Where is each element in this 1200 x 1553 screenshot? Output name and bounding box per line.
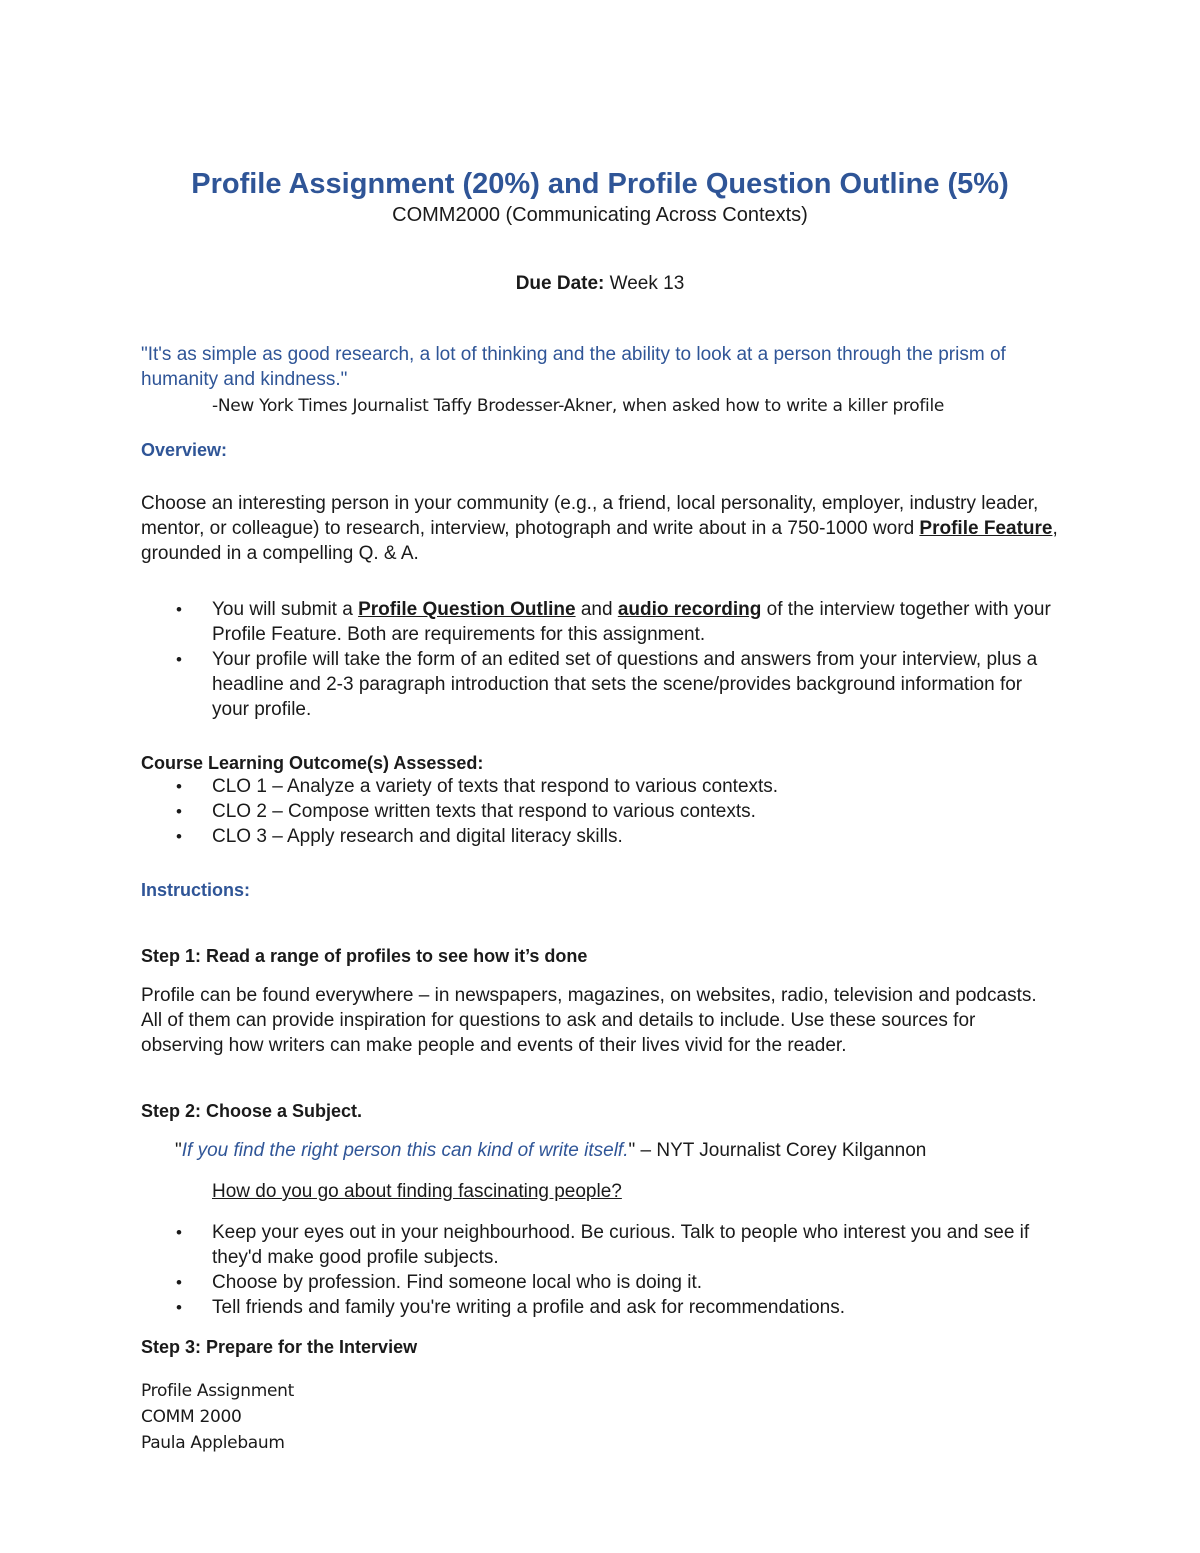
list-item [141,799,1061,824]
bullet-icon: • [176,827,182,846]
overview-heading: Overview: [141,440,228,460]
list-item [141,774,1061,799]
bullet-text: and [575,599,618,620]
quote-mark: " [175,1140,182,1161]
overview-bullets [141,597,1061,722]
bullet-icon: • [176,1223,182,1242]
step2-heading: Step 2: Choose a Subject. [141,1101,363,1121]
list-item [141,1295,1061,1320]
bullet-text: You will submit a [212,599,359,620]
bullet-icon: • [176,650,182,669]
clo-list [141,774,1061,849]
opening-quote: "It's as simple as good research, a lot of thinking and the ability to look at a person through the prism of humanity and kindness." [141,344,1006,390]
bullet-text: Choose by profession. Find someone local who is doing it. [212,1272,703,1293]
step1-paragraph: Profile can be found everywhere – in newspapers, magazines, on websites, radio, television and podcasts. All of them can provide inspiration for questions to ask and details to include. Use these sources for observing how writers can make people and events of their lives vivid for the reader. [141,985,1037,1056]
step2-bullets [141,1220,1061,1320]
bullet-icon: • [176,777,182,796]
course-subtitle: COMM2000 (Communicating Across Contexts) [392,204,808,226]
instructions-heading: Instructions: [141,880,251,900]
bullet-icon: • [176,1298,182,1317]
step2-quote [175,1138,926,1163]
bullet-text: Tell friends and family you're writing a profile and ask for recommendations. [212,1297,846,1318]
due-date [0,271,1200,297]
list-item [141,647,1061,722]
clo-item: CLO 1 – Analyze a variety of texts that respond to various contexts. [212,776,779,797]
quote-mark: " [628,1140,636,1161]
list-item [141,824,1061,849]
bullet-icon: • [176,802,182,821]
bullet-text: of the interview together with your Profile Feature. Both are requirements for this assignment. [212,599,1051,645]
bullet-text: Your profile will take the form of an edited set of questions and answers from your interview, plus a headline and 2-3 paragraph introduction that sets the scene/provides background information for your profile. [212,649,1038,720]
bullet-text: Keep your eyes out in your neighbourhood. Be curious. Talk to people who interest you and see if they'd make good profile subjects. [212,1222,1030,1268]
due-date-value: Week 13 [604,273,685,294]
footer-line-1: Profile Assignment [141,1381,294,1401]
step3-heading: Step 3: Prepare for the Interview [141,1337,418,1357]
footer-line-2: COMM 2000 [141,1407,242,1427]
step1-heading: Step 1: Read a range of profiles to see how it’s done [141,946,588,966]
step2-quote-text: If you find the right person this can kind of write itself. [181,1140,629,1161]
footer-line-3: Paula Applebaum [141,1433,285,1453]
quote-attribution: -New York Times Journalist Taffy Brodesser-Akner, when asked how to write a killer profile [212,396,945,416]
bullet-icon: • [176,600,182,619]
page-title: Profile Assignment (20%) and Profile Question Outline (5%) [191,168,1009,200]
question-outline-term: Profile Question Outline [358,599,576,620]
profile-feature-term: Profile Feature [919,518,1053,539]
list-item [141,1220,1061,1270]
due-date-label: Due Date: [515,273,605,294]
list-item [141,597,1061,647]
audio-recording-term: audio recording [617,599,762,620]
list-item [141,1270,1061,1295]
clo-heading: Course Learning Outcome(s) Assessed: [141,753,484,773]
clo-item: CLO 3 – Apply research and digital literacy skills. [212,826,623,847]
page-footer [141,1378,294,1456]
step2-question: How do you go about finding fascinating people? [212,1181,622,1202]
overview-text-end: , grounded in a compelling Q. & A. [141,518,1058,564]
step2-quote-attribution: – NYT Journalist Corey Kilgannon [635,1140,927,1161]
overview-paragraph [141,491,1061,566]
clo-item: CLO 2 – Compose written texts that respond to various contexts. [212,801,756,822]
overview-text: Choose an interesting person in your community (e.g., a friend, local personality, employer, industry leader, mentor, or colleague) to research, interview, photograph and write about in a 750-1000 word [141,493,1039,539]
bullet-icon: • [176,1273,182,1292]
